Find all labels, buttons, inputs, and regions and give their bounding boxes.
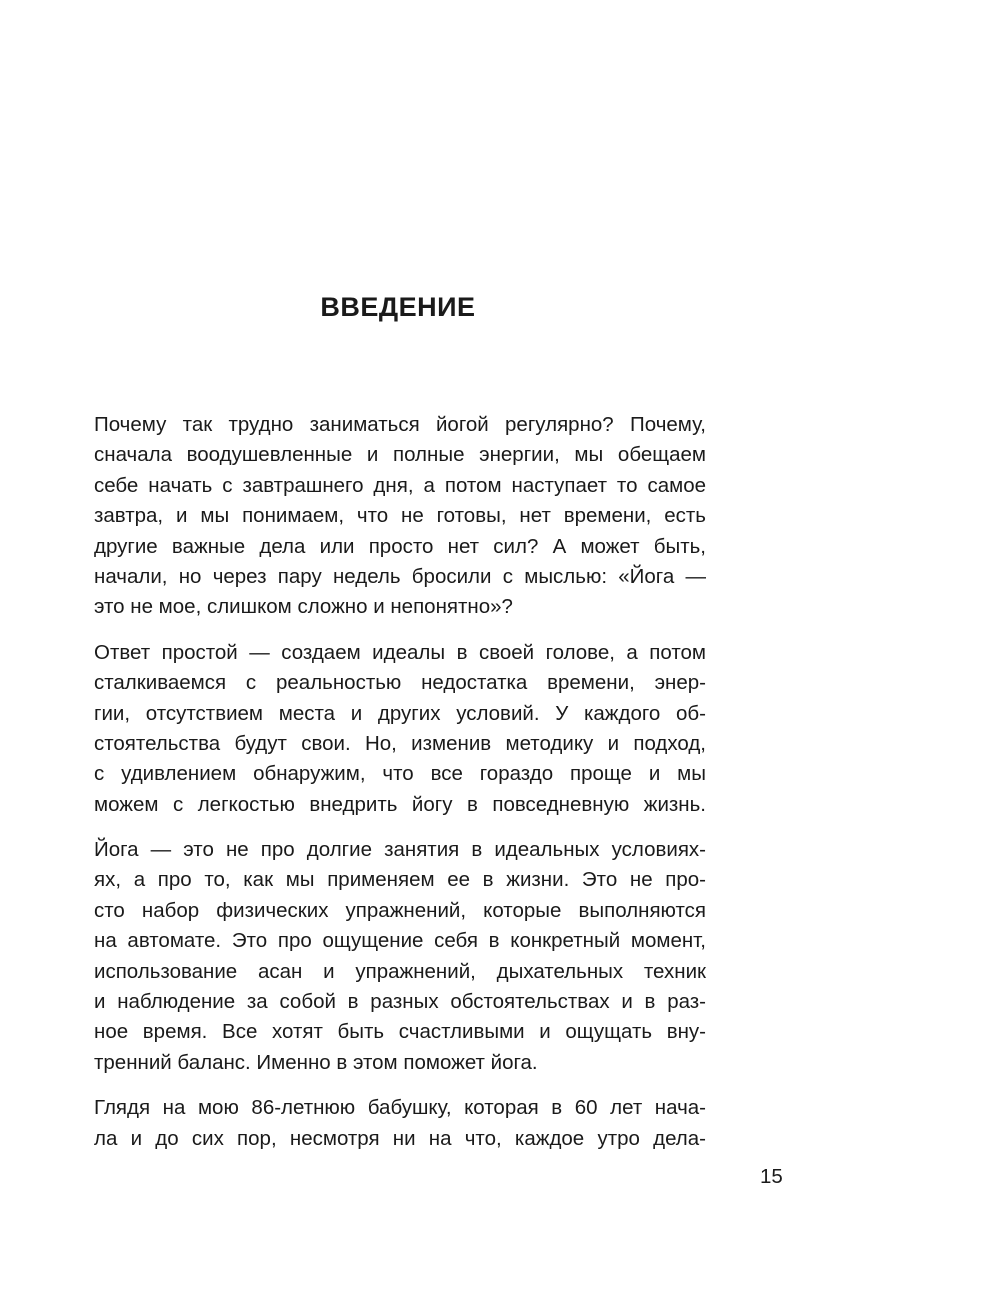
text-line: ла и до сих пор, несмотря ни на что, каждое утро дела- bbox=[94, 1126, 706, 1150]
text-line: стоятельства будут свои. Но, изменив методику и подход, bbox=[94, 731, 706, 755]
text-line: ях, а про то, как мы применяем ее в жизни. Это не про- bbox=[94, 868, 706, 892]
text-line: Почему так трудно заниматься йогой регулярно? Почему, bbox=[94, 413, 706, 436]
text-line: ное время. Все хотят быть счастливыми и ощущать вну- bbox=[94, 1020, 706, 1044]
text-line: это не мое, слишком сложно и непонятно»? bbox=[94, 595, 513, 619]
paragraph-3 bbox=[94, 835, 706, 1078]
text-line: можем с легкостью внедрить йогу в повседневную жизнь. bbox=[94, 792, 706, 816]
text-line: сталкиваемся с реальностью недостатка времени, энер- bbox=[94, 671, 706, 695]
paragraph-4 bbox=[94, 1093, 706, 1154]
text-line: тренний баланс. Именно в этом поможет йога. bbox=[94, 1050, 538, 1074]
text-line: и наблюдение за собой в разных обстоятельствах и в раз- bbox=[94, 990, 706, 1014]
text-line: другие важные дела или просто нет сил? А может быть, bbox=[94, 534, 706, 558]
text-line: себе начать с завтрашнего дня, а потом наступает то самое bbox=[94, 473, 706, 497]
body-text bbox=[94, 410, 706, 1169]
text-line: использование асан и упражнений, дыхательных техник bbox=[94, 959, 706, 983]
text-line: сначала воодушевленные и полные энергии, мы обещаем bbox=[94, 443, 706, 467]
text-line: завтра, и мы понимаем, что не готовы, нет времени, есть bbox=[94, 504, 706, 528]
text-line: на автомате. Это про ощущение себя в конкретный момент, bbox=[94, 929, 706, 953]
text-line: Глядя на мою 86-летнюю бабушку, которая в 60 лет нача- bbox=[94, 1096, 706, 1120]
text-line: сто набор физических упражнений, которые выполняются bbox=[94, 898, 706, 922]
page-number: 15 bbox=[760, 1165, 783, 1188]
text-line: Ответ простой — создаем идеалы в своей голове, а потом bbox=[94, 640, 706, 664]
text-line: гии, отсутствием места и других условий. У каждого об- bbox=[94, 701, 706, 725]
text-line: с удивлением обнаружим, что все гораздо проще и мы bbox=[94, 762, 706, 786]
text-line: начали, но через пару недель бросили с мыслью: «Йога — bbox=[94, 564, 706, 588]
paragraph-1 bbox=[94, 410, 706, 623]
text-line: Йога — это не про долгие занятия в идеальных условиях- bbox=[94, 838, 706, 862]
page-title: ВВЕДЕНИЕ bbox=[320, 292, 476, 322]
paragraph-2 bbox=[94, 638, 706, 820]
